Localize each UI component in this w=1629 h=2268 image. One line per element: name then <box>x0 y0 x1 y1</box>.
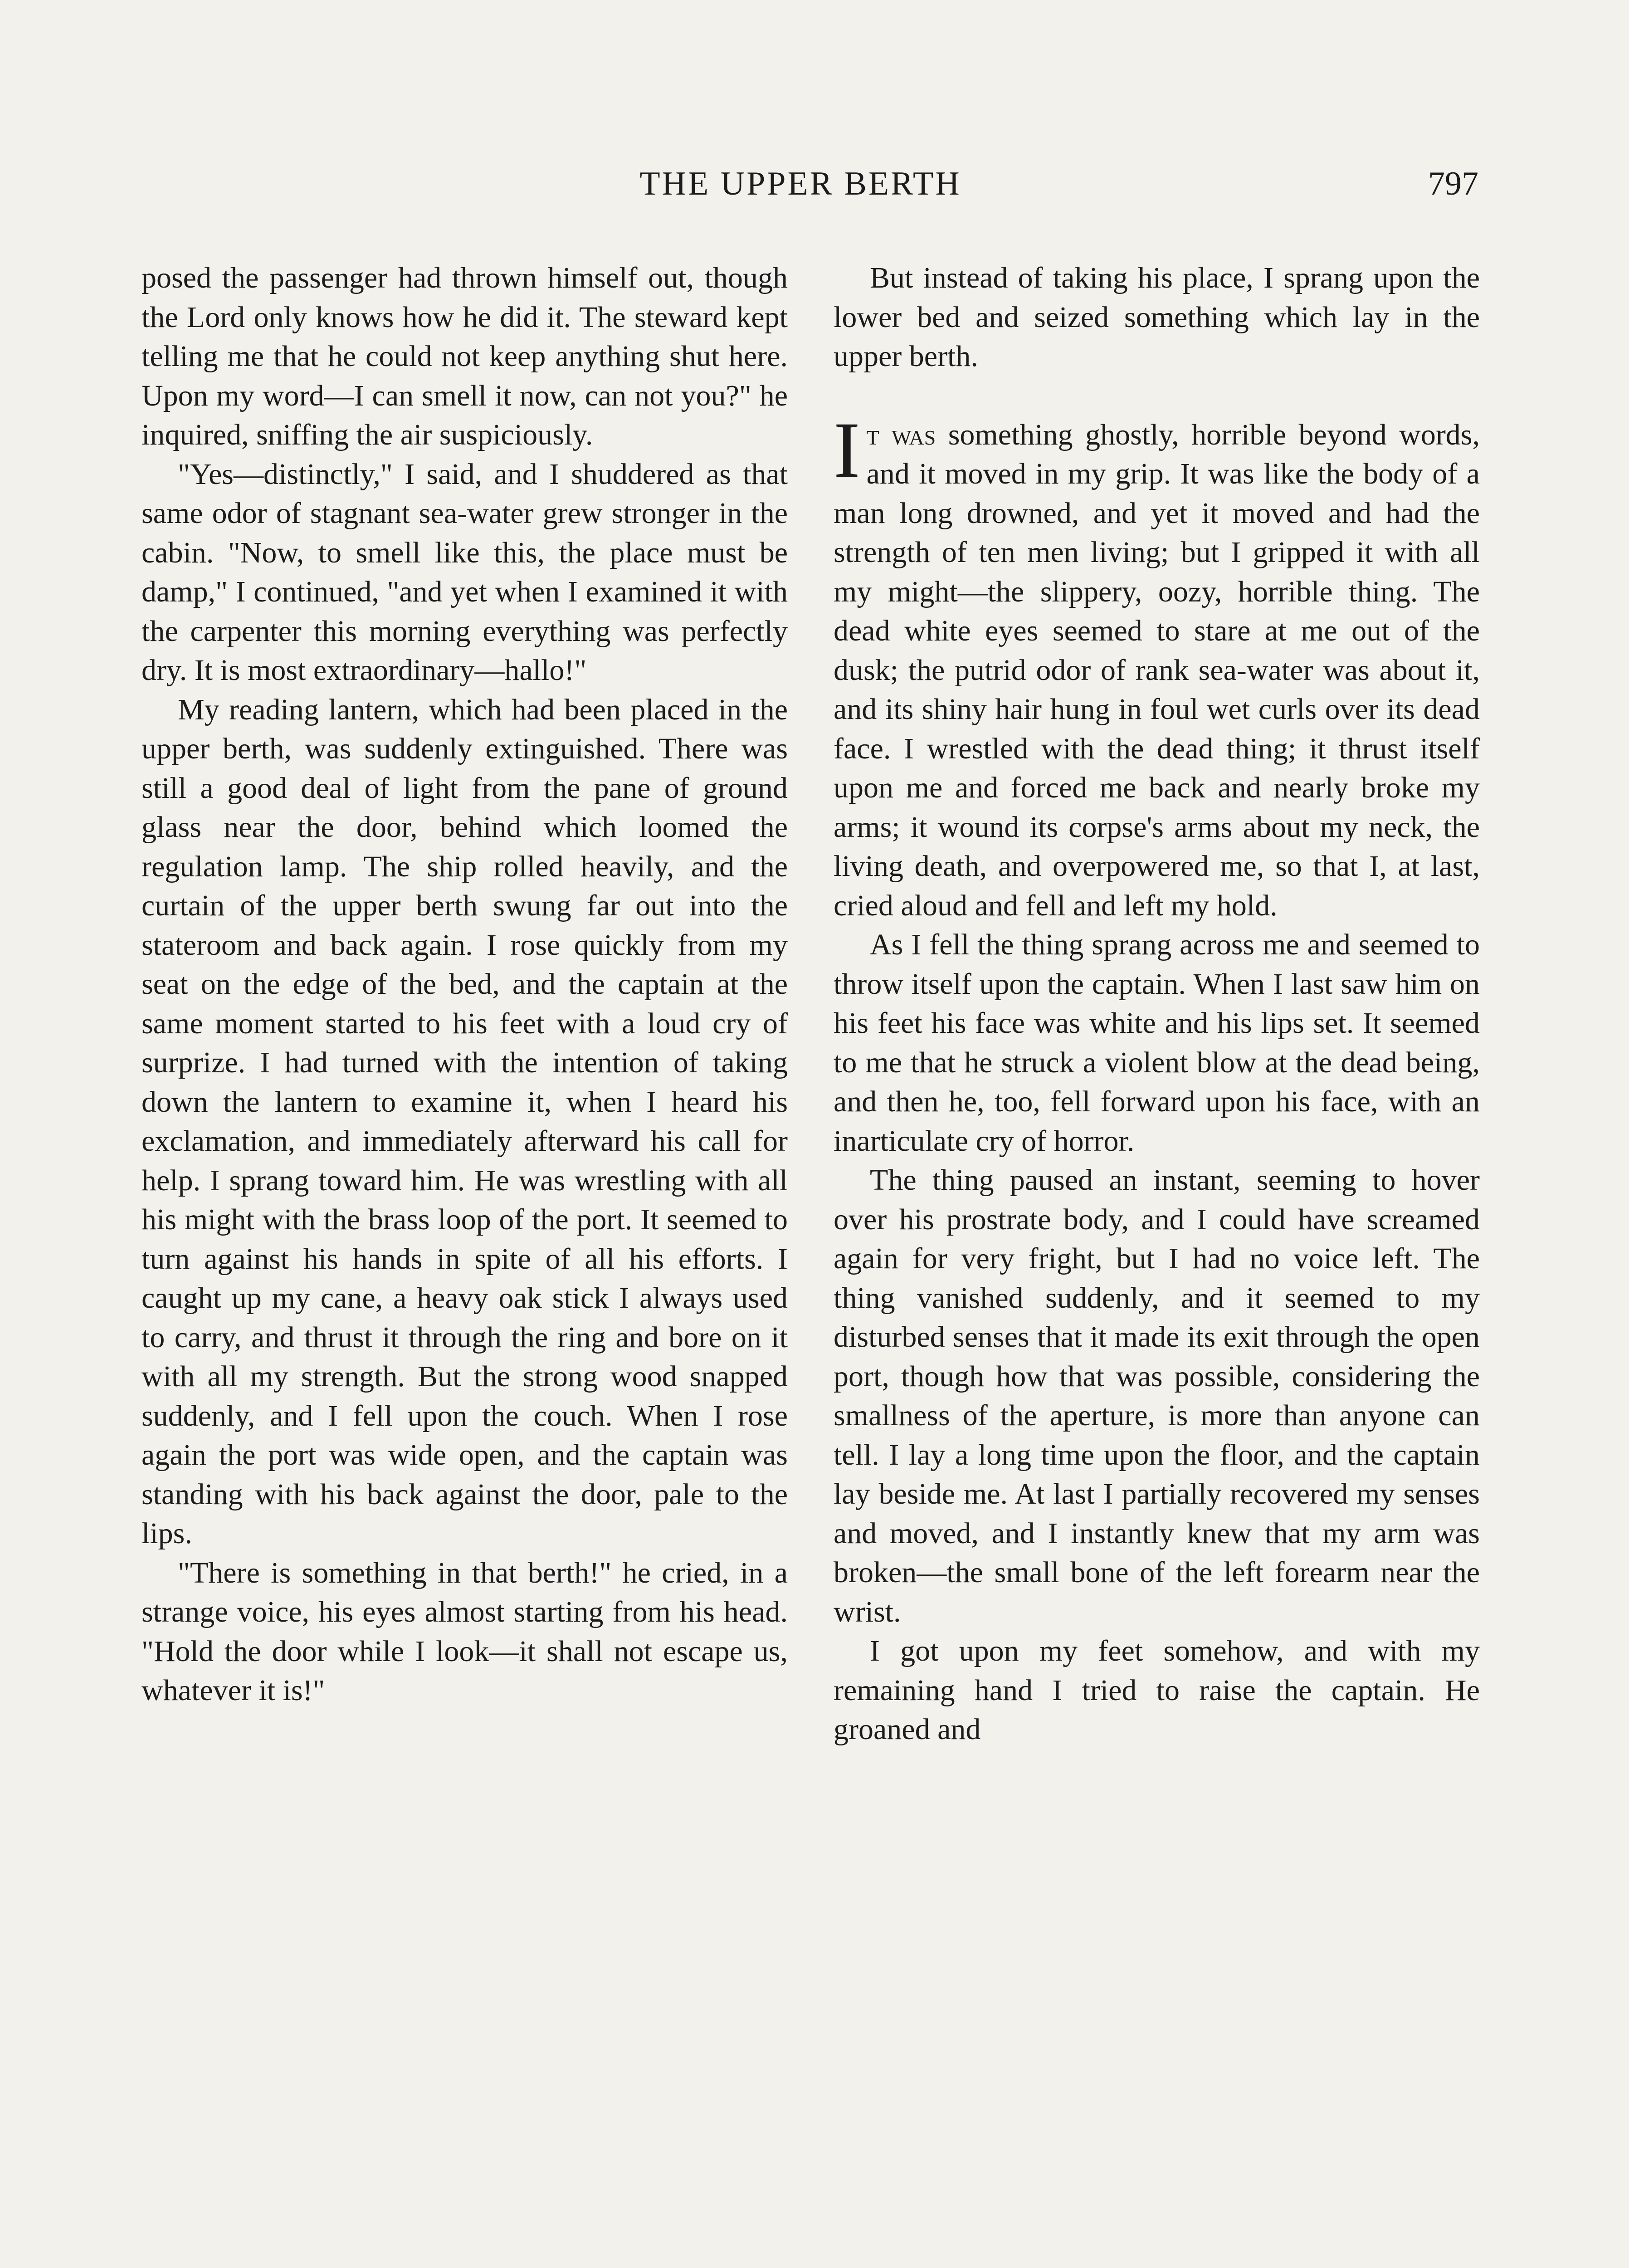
small-caps-lead: t was <box>866 418 936 451</box>
paragraph: "Yes—distinctly," I said, and I shuddered as that same odor of stagnant sea-water grew stronger in the cabin. "Now, to smell like this, the place must be damp," I continued, "and yet when I examined it with the carpenter this morning everything was perfectly dry. It is most extraordinary—hallo!" <box>141 457 788 687</box>
left-column <box>141 259 788 1711</box>
paragraph: My reading lantern, which had been placed in the upper berth, was suddenly extinguished. There was still a good deal of light from the pane of ground glass near the door, behind which loomed the regulation lamp. The ship rolled heavily, and the curtain of the upper berth swung far out into the stateroom and back again. I rose quickly from my seat on the edge of the bed, and the captain at the same moment started to his feet with a loud cry of surprize. I had turned with the intention of taking down the lantern to examine it, when I heard his exclamation, and immediately afterward his call for help. I sprang toward him. He was wrestling with all his might with the brass loop of the port. It seemed to turn against his hands in spite of all his efforts. I caught up my cane, a heavy oak stick I always used to carry, and thrust it through the ring and bore on it with all my strength. But the strong wood snapped suddenly, and I fell upon the couch. When I rose again the port was wide open, and the captain was standing with his back against the door, pale to the lips. <box>141 693 788 1550</box>
paragraph: I got upon my feet somehow, and with my remaining hand I tried to raise the captain. He groaned and <box>834 1634 1480 1746</box>
section-start-paragraph <box>834 406 1480 926</box>
page-number: 797 <box>1428 165 1478 202</box>
page-header <box>122 161 1478 206</box>
right-column <box>834 259 1480 1750</box>
drop-cap: I <box>834 406 860 494</box>
paragraph: The thing paused an instant, seeming to hover over his prostrate body, and I could have screamed again for very fright, but I had no voice left. The thing vanished suddenly, and it seemed to my disturbed senses that it made its exit through the open port, though how that was possible, considering the smallness of the aperture, is more than anyone can tell. I lay a long time upon the floor, and the captain lay beside me. At last I partially recovered my senses and moved, and I instantly knew that my arm was broken—the small bone of the left forearm near the wrist. <box>834 1163 1480 1628</box>
running-title: THE UPPER BERTH <box>639 165 961 202</box>
paragraph: But instead of taking his place, I sprang upon the lower bed and seized something which lay in the upper berth. <box>834 261 1480 373</box>
paragraph-text: something ghostly, horrible beyond words, and it moved in my grip. It was like the body of a man long drowned, and yet it moved and had the strength of ten men living; but I gripped it with all my might—the slippery, oozy, horrible thing. The dead white eyes seemed to stare at me out of the dusk; the putrid odor of rank sea-water was about it, and its shiny hair hung in foul wet curls over its dead face. I wrestled with the dead thing; it thrust itself upon me and forced me back and nearly broke my arms; it wound its corpse's arms about my neck, the living death, and overpowered me, so that I, at last, cried aloud and fell and left my hold. <box>834 418 1480 922</box>
paragraph: "There is something in that berth!" he cried, in a strange voice, his eyes almost starting from his head. "Hold the door while I look—it shall not escape us, whatever it is!" <box>141 1556 788 1707</box>
paragraph: As I fell the thing sprang across me and seemed to throw itself upon the captain. When I last saw him on his feet his face was white and his lips set. It seemed to me that he struck a violent blow at the dead being, and then he, too, fell forward upon his face, with an inarticulate cry of horror. <box>834 928 1480 1158</box>
paragraph: posed the passenger had thrown himself out, though the Lord only knows how he did it. The steward kept telling me that he could not keep anything shut here. Upon my word—I can smell it now, can not you?" he inquired, sniffing the air suspiciously. <box>141 261 788 451</box>
